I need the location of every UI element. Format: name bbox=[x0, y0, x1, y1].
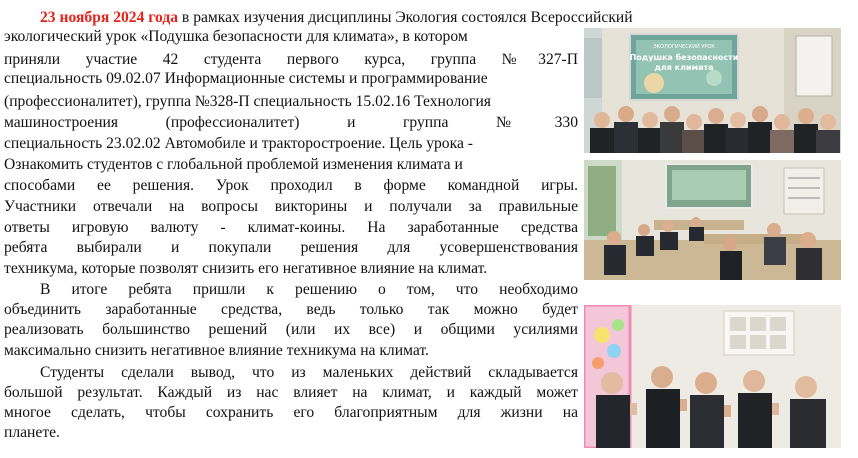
article-line: (профессионалитет), группа №328-П специальность 15.02.16 Технология bbox=[4, 93, 491, 110]
article-line: специальность 23.02.02 Автомобиле и тракторостроение. Цель урока - bbox=[4, 135, 473, 152]
photo-students-thumbs-up bbox=[584, 305, 841, 448]
article-line: Ознакомить студентов с глобальной проблемой изменения климата и bbox=[4, 156, 463, 173]
article-date: 23 ноября 2024 года bbox=[40, 9, 179, 26]
article-line: реализовать большинство решений (или их все) и общими усилиями bbox=[4, 321, 578, 338]
article-line: техникума, которые позволят снизить его негативное влияние на климат. bbox=[4, 260, 488, 277]
article-line: Участники отвечали на вопросы викторины и получали за правильные bbox=[4, 198, 578, 215]
article-line: приняли участие 42 студента первого курса, группа №327-П bbox=[4, 51, 578, 68]
article-line: 23 ноября 2024 года в рамках изучения дисциплины Экология состоялся Всероссийский bbox=[40, 9, 633, 26]
photo-group-with-screen-image bbox=[584, 28, 841, 153]
article-line: большой результат. Каждый из нас влияет на климат, и каждый может bbox=[4, 384, 578, 401]
screen-line: ЭКОЛОГИЧЕСКИЙ УРОК bbox=[653, 44, 715, 50]
article-line: максимально снизить негативное влияние техникума на климат. bbox=[4, 342, 429, 359]
article-line: объединить заработанные средства, ведь только так можно будет bbox=[4, 301, 578, 318]
photo-classroom-image bbox=[584, 160, 841, 280]
article-line: специальность 09.02.07 Информационные системы и программирование bbox=[4, 70, 488, 87]
article-line: В итоге ребята пришли к решению о том, что необходимо bbox=[40, 281, 578, 298]
photo-students-thumbs-up-image bbox=[584, 305, 841, 448]
article-line: Студенты сделали вывод, что из маленьких действий складывается bbox=[40, 364, 578, 381]
article-line: планете. bbox=[4, 424, 60, 441]
article-line: машиностроения (профессионалитет) и группа №330 bbox=[4, 114, 578, 131]
article-line: ребята выбирали и покупали решения для усовершенствования bbox=[4, 239, 578, 256]
photo-classroom bbox=[584, 160, 841, 280]
screen-line: для климата bbox=[654, 63, 714, 72]
photo-group-with-screen bbox=[584, 28, 841, 153]
screen-line: Подушка безопасности bbox=[629, 53, 739, 62]
article-line: способами ее решения. Урок проходил в форме командной игры. bbox=[4, 177, 578, 194]
article-line: ответы игровую валюту - климат-коины. На заработанные средства bbox=[4, 219, 578, 236]
article-line: экологический урок «Подушка безопасности для климата», в котором bbox=[4, 28, 468, 45]
article-line: многое сделать, чтобы сохранить его благоприятным для жизни на bbox=[4, 404, 578, 421]
